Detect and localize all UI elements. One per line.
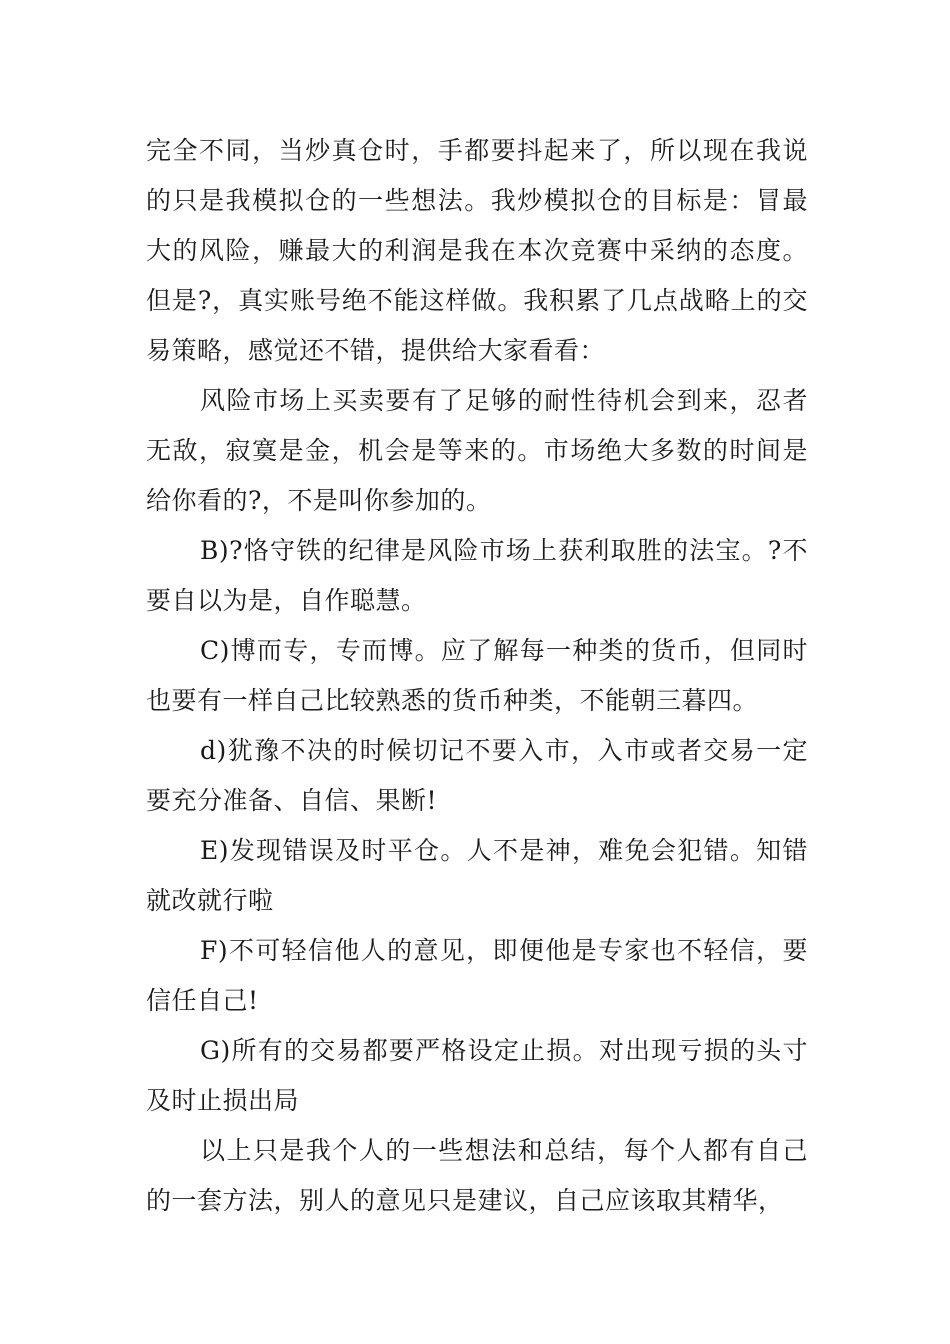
paragraph-1: 完全不同，当炒真仓时，手都要抖起来了，所以现在我说的只是我模拟仓的一些想法。我炒模拟仓的目标是：冒最大的风险，赚最大的利润是我在本次竞赛中采纳的态度。但是?，真实账号绝不能这样做。我积累了几点战略上的交易策略，感觉还不错，提供给大家看看： <box>146 136 808 365</box>
paragraph-3: B)?恪守铁的纪律是风险市场上获利取胜的法宝。?不要自以为是，自作聪慧。 <box>146 536 808 615</box>
document-body <box>146 126 808 1226</box>
paragraph-8: G)所有的交易都要严格设定止损。对出现亏损的头寸及时止损出局 <box>146 1036 808 1115</box>
paragraph-9: 以上只是我个人的一些想法和总结，每个人都有自己的一套方法，别人的意见只是建议，自己应该取其精华， <box>146 1136 808 1215</box>
paragraph-5: d)犹豫不决的时候切记不要入市，入市或者交易一定要充分准备、自信、果断! <box>146 736 808 815</box>
paragraph-2: 风险市场上买卖要有了足够的耐性待机会到来，忍者无敌，寂寞是金，机会是等来的。市场绝大多数的时间是给你看的?，不是叫你参加的。 <box>146 386 808 515</box>
paragraph-6: E)发现错误及时平仓。人不是神，难免会犯错。知错就改就行啦 <box>146 836 808 915</box>
paragraph-4: C)博而专，专而博。应了解每一种类的货币，但同时也要有一样自己比较熟悉的货币种类，不能朝三暮四。 <box>146 636 808 715</box>
paragraph-7: F)不可轻信他人的意见，即便他是专家也不轻信，要信任自己! <box>146 936 808 1015</box>
